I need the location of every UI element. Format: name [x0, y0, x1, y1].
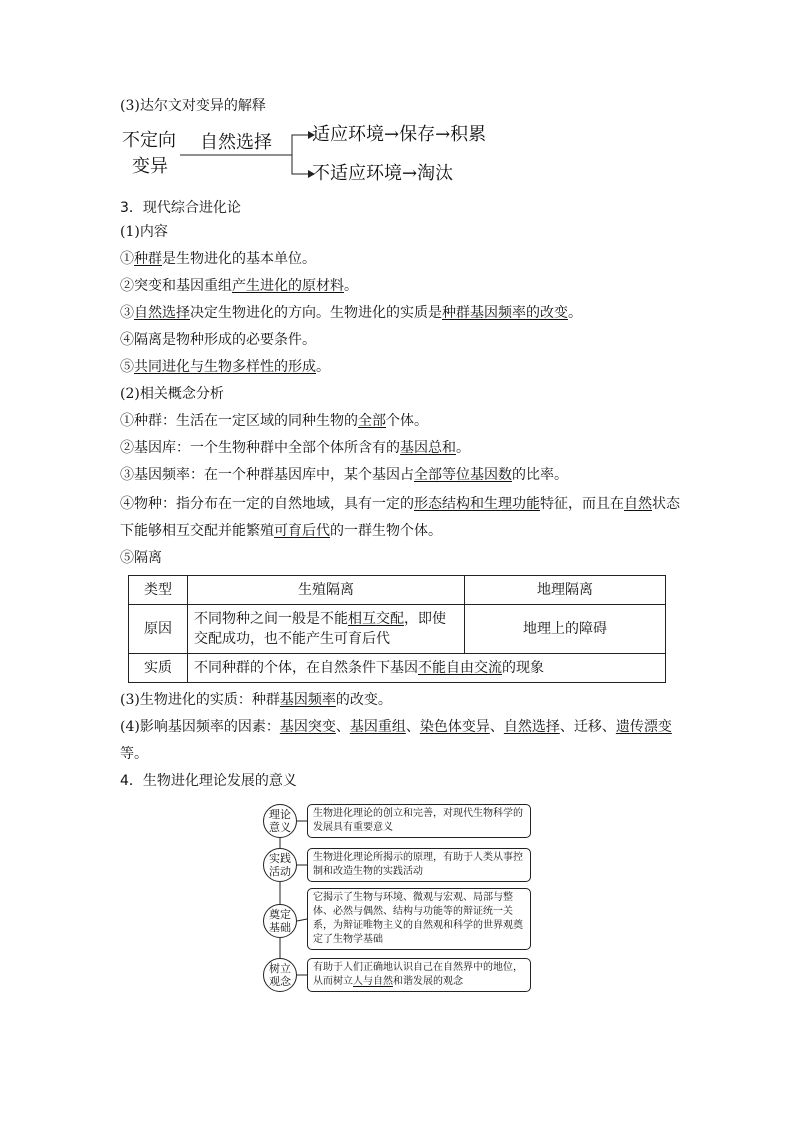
th-reproductive: 生殖隔离 [188, 576, 465, 605]
item-factors-line1: (4)影响基因频率的因素：基因突变、基因重组、染色体变异、自然选择、迁移、遗传漂变 [120, 719, 672, 735]
circle-practice: 实践 活动 [263, 848, 297, 882]
content-item-2: ②突变和基因重组产生进化的原材料。 [120, 278, 358, 294]
box-concept: 有助于人们正确地认识自己在自然界中的地位，从而树立人与自然和谐发展的观念 [307, 958, 531, 992]
circle-theory: 理论 意义 [263, 804, 297, 838]
content-item-1: ①种群是生物进化的基本单位。 [120, 251, 316, 267]
concept-isolation: ⑤隔离 [120, 550, 162, 566]
diagram-arrow-label: 自然选择 [200, 132, 272, 153]
concept-species-line2: 下能够相互交配并能繁殖可育后代的一群生物个体。 [120, 523, 442, 539]
circle-concept: 树立 观念 [263, 958, 297, 992]
heading-significance: 4．生物进化理论发展的意义 [120, 773, 297, 789]
cell-geo-cause: 地理上的障碍 [465, 605, 666, 654]
sub-content: (1)内容 [120, 224, 168, 240]
section-darwin-variation: (3)达尔文对变异的解释 [120, 98, 266, 114]
th-geographic: 地理隔离 [465, 576, 666, 605]
row-label-essence: 实质 [129, 654, 188, 683]
diagram-branch-bottom: 不适应环境→淘汰 [312, 163, 454, 184]
table-row [129, 654, 666, 683]
item-evolution-essence: (3)生物进化的实质：种群基因频率的改变。 [120, 692, 392, 708]
content-item-3: ③自然选择决定生物进化的方向。生物进化的实质是种群基因频率的改变。 [120, 305, 582, 321]
content-item-4: ④隔离是物种形成的必要条件。 [120, 332, 316, 348]
circle-foundation: 奠定 基础 [263, 904, 297, 938]
diagram-arrows [175, 118, 315, 188]
box-theory: 生物进化理论的创立和完善，对现代生物科学的发展具有重要意义 [307, 804, 531, 838]
diagram-left-top: 不定向 [122, 130, 176, 151]
box-practice: 生物进化理论所揭示的原理，有助于人类从事控制和改造生物的实践活动 [307, 848, 531, 882]
content-item-5: ⑤共同进化与生物多样性的形成。 [120, 359, 330, 375]
heading-modern-synthesis: 3．现代综合进化论 [120, 200, 241, 216]
diagram-branch-top: 适应环境→保存→积累 [312, 124, 487, 145]
diagram-left-bottom: 变异 [132, 156, 168, 177]
table-row [129, 605, 666, 654]
concept-gene-pool: ②基因库：一个生物种群中全部个体所含有的基因总和。 [120, 440, 470, 456]
cell-repro-cause: 不同物种之间一般是不能相互交配，即使交配成功，也不能产生可育后代 [188, 605, 465, 654]
box-foundation: 它揭示了生物与环境、微观与宏观、局部与整体、必然与偶然、结构与功能等的辩证统一关系，为辩证唯物主义的自然观和科学的世界观奠定了生物学基础 [307, 888, 531, 950]
th-type: 类型 [129, 576, 188, 605]
concept-population: ①种群：生活在一定区域的同种生物的全部个体。 [120, 413, 428, 429]
isolation-table [128, 575, 666, 683]
cell-essence: 不同种群的个体，在自然条件下基因不能自由交流的现象 [188, 654, 666, 683]
row-label-cause: 原因 [129, 605, 188, 654]
item-factors-line2: 等。 [120, 746, 148, 762]
connector-line [297, 919, 307, 921]
table-header-row [129, 576, 666, 605]
concept-species-line1: ④物种：指分布在一定的自然地域，具有一定的形态结构和生理功能特征，而且在自然状态 [120, 496, 680, 512]
sub-concepts: (2)相关概念分析 [120, 386, 224, 402]
concept-gene-frequency: ③基因频率：在一个种群基因库中，某个基因占全部等位基因数的比率。 [120, 467, 568, 483]
